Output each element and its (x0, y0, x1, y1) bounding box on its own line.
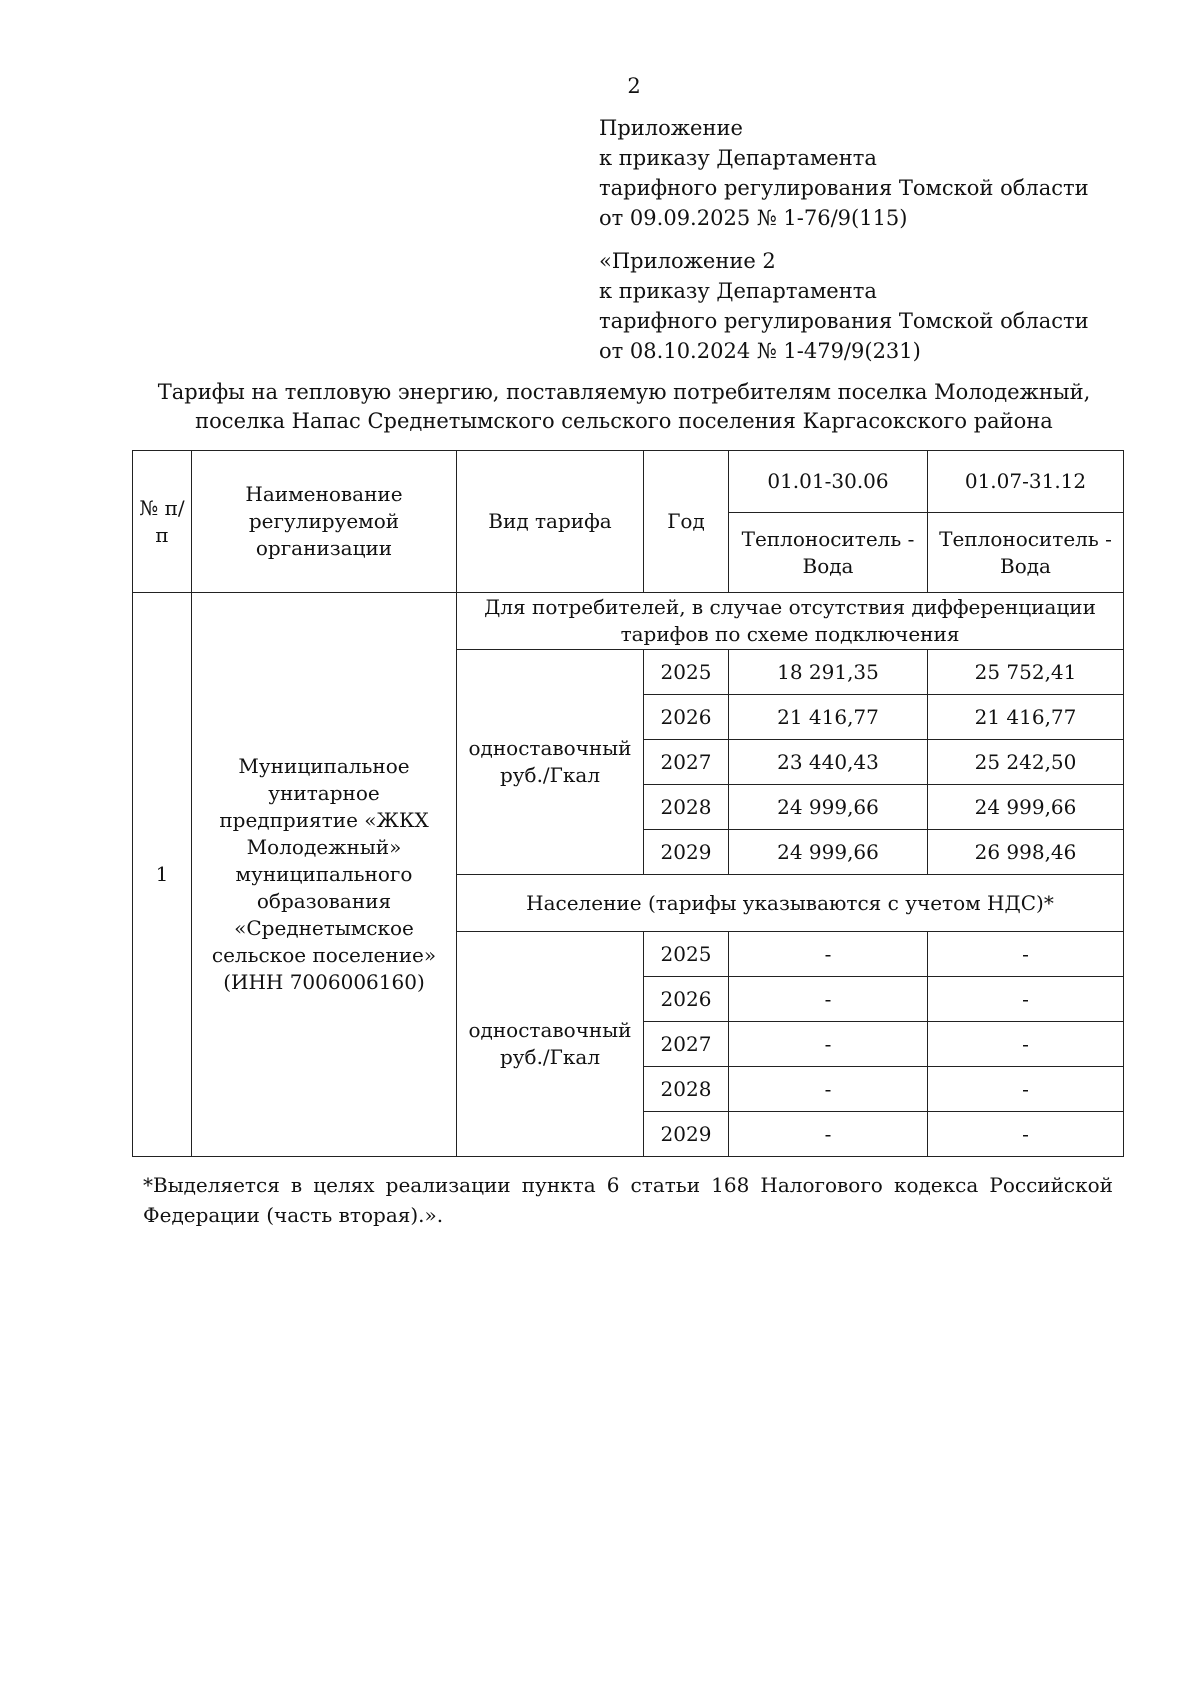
year-cell: 2026 (644, 977, 729, 1022)
section-row (133, 593, 1124, 650)
appendix-header-line: Приложение (599, 116, 743, 140)
document-title (60, 378, 1188, 436)
value-cell: - (928, 932, 1124, 977)
value-cell: - (729, 977, 928, 1022)
value-cell: 21 416,77 (928, 695, 1124, 740)
value-cell: 26 998,46 (928, 830, 1124, 875)
page-number: 2 (627, 74, 641, 98)
document-title-line-1: Тарифы на тепловую энергию, поставляемую потребителям поселка Молодежный, (157, 380, 1091, 404)
year-cell: 2029 (644, 1112, 729, 1157)
document-title-line-2: поселка Напас Среднетымского сельского поселения Каргасокского района (195, 409, 1053, 433)
header-carrier-2: Теплоноситель - Вода (928, 513, 1124, 593)
appendix-header (599, 113, 1119, 233)
appendix-previous-line: к приказу Департамента (599, 279, 877, 303)
header-period-1: 01.01-30.06 (729, 451, 928, 513)
value-cell: - (729, 1022, 928, 1067)
value-cell: - (729, 1067, 928, 1112)
value-cell: - (928, 977, 1124, 1022)
appendix-previous-line: от 08.10.2024 № 1-479/9(231) (599, 339, 921, 363)
value-cell: - (729, 1112, 928, 1157)
value-cell: - (928, 1067, 1124, 1112)
value-cell: 23 440,43 (729, 740, 928, 785)
header-year: Год (644, 451, 729, 593)
appendix-previous (599, 246, 1119, 366)
header-organization: Наименование регулируемой организации (192, 451, 457, 593)
value-cell: 25 242,50 (928, 740, 1124, 785)
header-num: № п/п (133, 451, 192, 593)
appendix-previous-line: тарифного регулирования Томской области (599, 309, 1089, 333)
value-cell: - (928, 1022, 1124, 1067)
year-cell: 2028 (644, 785, 729, 830)
organization-name: Муниципальное унитарное предприятие «ЖКХ Молодежный» муниципального образования «Среднетымское сельское поселение» (ИНН 7006006160) (192, 593, 457, 1157)
value-cell: 24 999,66 (729, 830, 928, 875)
appendix-header-line: к приказу Департамента (599, 146, 877, 170)
tariff-table (132, 450, 1124, 1157)
row-number: 1 (133, 593, 192, 1157)
appendix-previous-line: «Приложение 2 (599, 249, 776, 273)
header-period-2: 01.07-31.12 (928, 451, 1124, 513)
appendix-header-line: тарифного регулирования Томской области (599, 176, 1089, 200)
tariff-type-cell: одноставочный руб./Гкал (457, 932, 644, 1157)
appendix-header-line: от 09.09.2025 № 1-76/9(115) (599, 206, 908, 230)
value-cell: 24 999,66 (928, 785, 1124, 830)
year-cell: 2026 (644, 695, 729, 740)
value-cell: 24 999,66 (729, 785, 928, 830)
value-cell: - (729, 932, 928, 977)
value-cell: 21 416,77 (729, 695, 928, 740)
value-cell: 18 291,35 (729, 650, 928, 695)
header-carrier-1: Теплоноситель - Вода (729, 513, 928, 593)
year-cell: 2028 (644, 1067, 729, 1112)
footnote: *Выделяется в целях реализации пункта 6 статьи 168 Налогового кодекса Российской Федерации (часть вторая).». (143, 1173, 1113, 1227)
year-cell: 2025 (644, 932, 729, 977)
tariff-type-cell: одноставочный руб./Гкал (457, 650, 644, 875)
section-title: Для потребителей, в случае отсутствия дифференциации тарифов по схеме подключения (457, 593, 1124, 650)
value-cell: 25 752,41 (928, 650, 1124, 695)
year-cell: 2025 (644, 650, 729, 695)
value-cell: - (928, 1112, 1124, 1157)
section-title: Население (тарифы указываются с учетом НДС)* (457, 875, 1124, 932)
header-tariff-type: Вид тарифа (457, 451, 644, 593)
year-cell: 2027 (644, 740, 729, 785)
header-row (133, 451, 1124, 513)
year-cell: 2029 (644, 830, 729, 875)
year-cell: 2027 (644, 1022, 729, 1067)
